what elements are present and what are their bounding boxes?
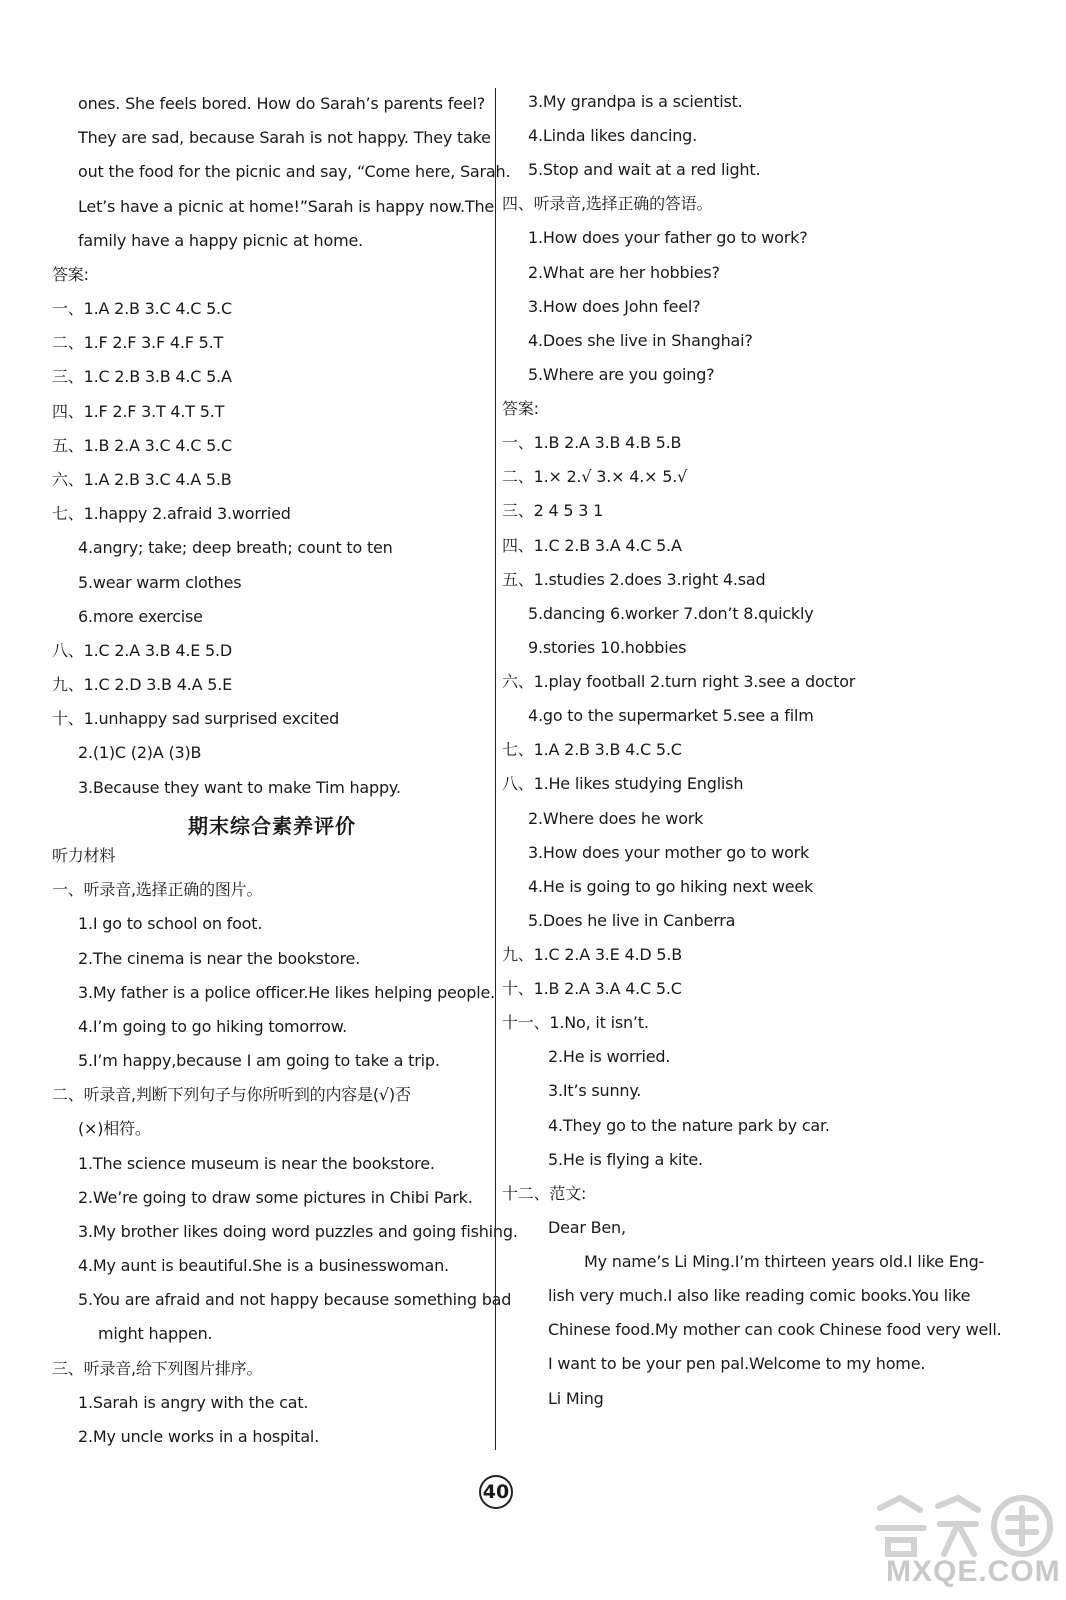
text-line: Let’s have a picnic at home!”Sarah is happy now.The: [78, 196, 495, 216]
text-line: 十一、1.No, it isn’t.: [502, 1013, 649, 1033]
text-line: 一、1.B 2.A 3.B 4.B 5.B: [502, 433, 682, 453]
text-line: 4.I’m going to go hiking tomorrow.: [78, 1016, 348, 1036]
text-line: 4.Linda likes dancing.: [528, 126, 697, 146]
text-line: 十、1.B 2.A 3.A 4.C 5.C: [502, 979, 682, 999]
text-line: 二、1.F 2.F 3.F 4.F 5.T: [52, 333, 224, 353]
text-line: 4.He is going to go hiking next week: [528, 876, 814, 896]
text-line: 2.He is worried.: [548, 1047, 671, 1067]
text-line: 3.It’s sunny.: [548, 1081, 642, 1101]
text-line: 3.How does your mother go to work: [528, 842, 810, 862]
text-line: 听力材料: [52, 845, 116, 865]
text-line: 1.The science museum is near the bookstore.: [78, 1153, 435, 1173]
text-line: ones. She feels bored. How do Sarah’s parents feel?: [78, 94, 485, 113]
text-line: 二、1.× 2.√ 3.× 4.× 5.√: [502, 467, 688, 487]
text-line: I want to be your pen pal.Welcome to my home.: [548, 1354, 926, 1374]
text-line: 5.You are afraid and not happy because something bad: [78, 1290, 512, 1310]
text-line: 4.go to the supermarket 5.see a film: [528, 706, 814, 726]
text-line: 1.Sarah is angry with the cat.: [78, 1392, 309, 1412]
text-line: 三、2 4 5 3 1: [502, 501, 604, 521]
text-line: 八、1.C 2.A 3.B 4.E 5.D: [52, 640, 232, 660]
text-line: 3.Because they want to make Tim happy.: [78, 777, 401, 797]
text-line: 十二、范文:: [502, 1183, 587, 1203]
text-line: 六、1.A 2.B 3.C 4.A 5.B: [52, 469, 232, 489]
text-line: 答案:: [502, 399, 539, 419]
text-line: 三、听录音,给下列图片排序。: [52, 1358, 263, 1378]
text-line: 一、听录音,选择正确的图片。: [52, 880, 263, 900]
text-line: 答案:: [52, 264, 89, 284]
section-title: 期末综合素养评价: [188, 813, 356, 838]
text-line: 五、1.studies 2.does 3.right 4.sad: [502, 569, 766, 589]
column-divider: [495, 88, 496, 1450]
text-line: 九、1.C 2.A 3.E 4.D 5.B: [502, 945, 682, 964]
text-line: Chinese food.My mother can cook Chinese food very well.: [548, 1320, 1002, 1340]
watermark-text: MXQE.COM: [886, 1555, 1061, 1588]
text-line: 9.stories 10.hobbies: [528, 637, 687, 657]
text-line: 九、1.C 2.D 3.B 4.A 5.E: [52, 675, 232, 695]
text-line: 十、1.unhappy sad surprised excited: [52, 709, 340, 729]
page-number: 40: [479, 1475, 513, 1509]
text-line: 2.What are her hobbies?: [528, 262, 720, 282]
text-line: 5.Stop and wait at a red light.: [528, 160, 761, 180]
text-line: Dear Ben,: [548, 1217, 626, 1237]
text-line: 2.Where does he work: [528, 808, 704, 828]
text-line: 4.My aunt is beautiful.She is a businesswoman.: [78, 1256, 449, 1276]
text-line: 六、1.play football 2.turn right 3.see a doctor: [502, 672, 856, 692]
text-line: 七、1.happy 2.afraid 3.worried: [52, 504, 291, 524]
text-line: 3.How does John feel?: [528, 296, 701, 316]
text-line: 一、1.A 2.B 3.C 4.C 5.C: [52, 299, 232, 319]
text-line: 2.(1)C (2)A (3)B: [78, 743, 202, 763]
text-line: might happen.: [98, 1324, 213, 1344]
text-line: 五、1.B 2.A 3.C 4.C 5.C: [52, 435, 232, 455]
text-line: 5.He is flying a kite.: [548, 1149, 703, 1169]
text-line: 3.My grandpa is a scientist.: [528, 92, 743, 111]
text-line: 三、1.C 2.B 3.B 4.C 5.A: [52, 367, 232, 387]
text-line: lish very much.I also like reading comic books.You like: [548, 1286, 971, 1306]
text-line: 四、听录音,选择正确的答语。: [502, 194, 713, 214]
text-line: 2.The cinema is near the bookstore.: [78, 948, 361, 968]
text-line: My name’s Li Ming.I’m thirteen years old.I like Eng-: [584, 1252, 985, 1272]
text-line: 5.Where are you going?: [528, 364, 715, 384]
text-line: family have a happy picnic at home.: [78, 230, 363, 250]
text-line: 4.Does she live in Shanghai?: [528, 330, 753, 350]
text-line: 1.I go to school on foot.: [78, 914, 263, 934]
text-line: 5.Does he live in Canberra: [528, 910, 736, 930]
text-line: (×)相符。: [78, 1119, 151, 1139]
text-line: 八、1.He likes studying English: [502, 774, 744, 794]
text-line: 1.How does your father go to work?: [528, 228, 808, 248]
text-line: 5.wear warm clothes: [78, 572, 242, 592]
text-line: 四、1.C 2.B 3.A 4.C 5.A: [502, 535, 682, 555]
text-line: 6.more exercise: [78, 606, 203, 626]
text-line: They are sad, because Sarah is not happy. They take: [78, 128, 491, 148]
text-line: Li Ming: [548, 1388, 604, 1408]
text-line: 2.We’re going to draw some pictures in Chibi Park.: [78, 1187, 473, 1207]
text-line: 5.I’m happy,because I am going to take a trip.: [78, 1051, 440, 1071]
text-line: 5.dancing 6.worker 7.don’t 8.quickly: [528, 603, 814, 623]
text-line: 四、1.F 2.F 3.T 4.T 5.T: [52, 401, 225, 421]
text-line: 4.They go to the nature park by car.: [548, 1115, 830, 1135]
text-line: 3.My brother likes doing word puzzles and going fishing.: [78, 1221, 518, 1241]
text-line: out the food for the picnic and say, “Come here, Sarah.: [78, 162, 511, 182]
text-line: 七、1.A 2.B 3.B 4.C 5.C: [502, 740, 682, 760]
text-line: 4.angry; take; deep breath; count to ten: [78, 538, 393, 558]
text-line: 3.My father is a police officer.He likes helping people.: [78, 982, 495, 1002]
text-line: 2.My uncle works in a hospital.: [78, 1427, 320, 1447]
text-line: 二、听录音,判断下列句子与你所听到的内容是(√)否: [52, 1085, 411, 1105]
